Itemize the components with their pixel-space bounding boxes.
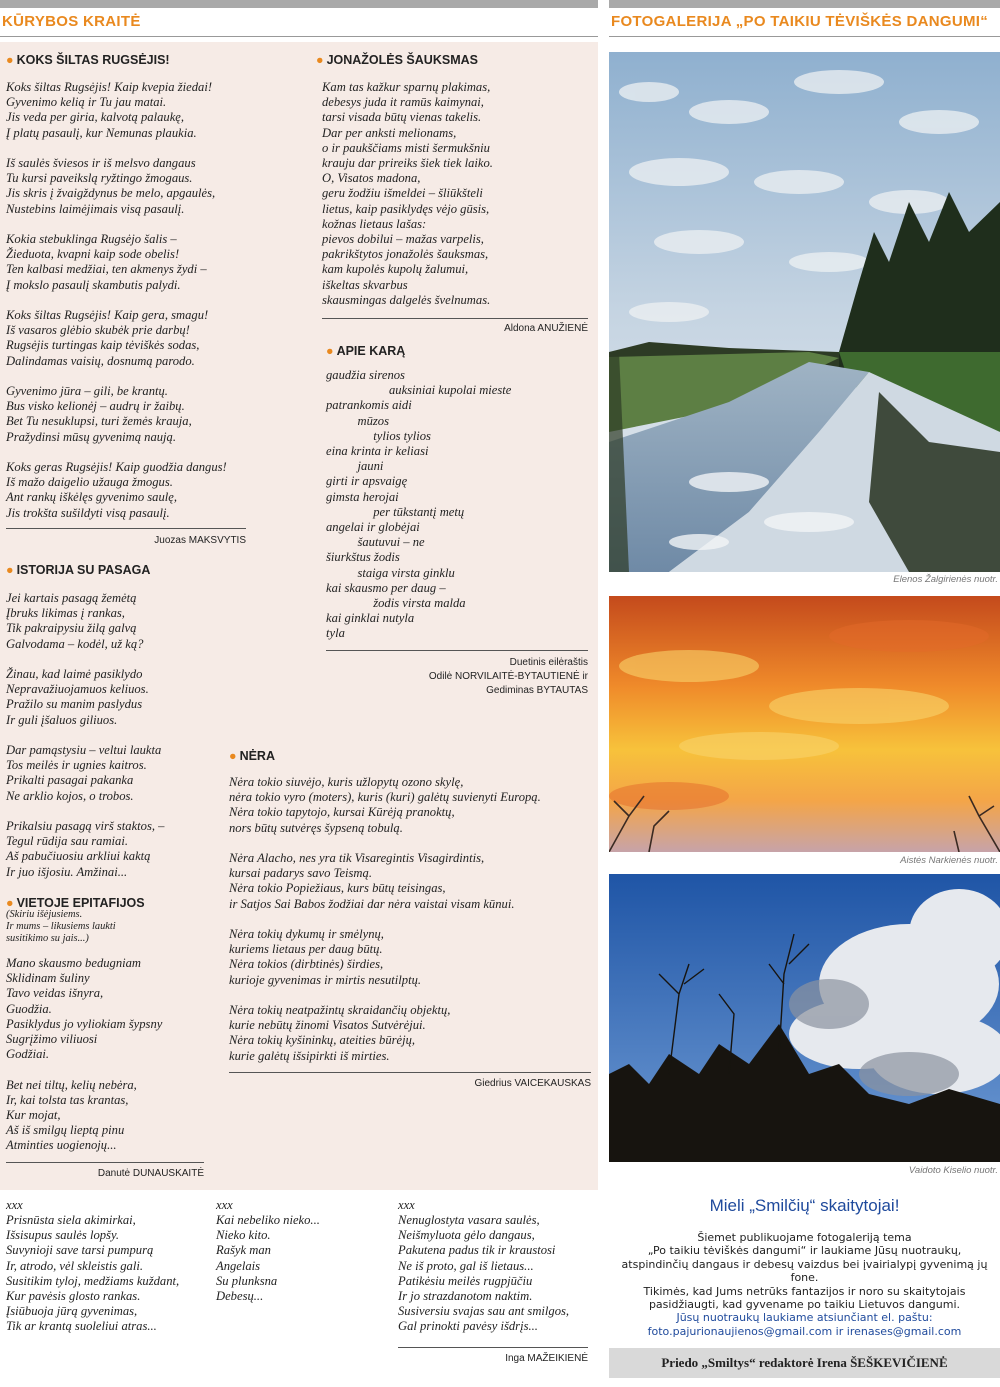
poem-text-xxx2: Kai nebeliko nieko... Nieko kito. Rašyk man Angelais Su plunksna Debesų... — [216, 1213, 320, 1304]
photo-caption-2: Aistės Narkienės nuotr. — [900, 855, 998, 866]
section-rule-left — [0, 36, 598, 37]
readers-info-box — [609, 1178, 1000, 1338]
photo-river-image — [609, 52, 1000, 572]
poem-title-jonazoles-text: JONAŽOLĖS ŠAUKSMAS — [326, 53, 478, 67]
poem-text-xxx1: Prisnūsta siela akimirkai, Išsisupus saulės lopšy. Suvynioji save tarsi pumpurą Ir, atrodo, vėl skleistis gali. Susitikim tyloj, medžiams kuždant, Kur pavėsis glosto rankas. Įsiūbuoja jūrą gyvenimas, Tik ar krantą suoleliui atras... — [6, 1213, 180, 1334]
readers-heading: Mieli „Smilčių“ skaitytojai! — [709, 1196, 900, 1215]
readers-email-text: Jūsų nuotraukų laukiame atsiunčiant el. paštu: foto.pajurionaujienos@gmail.com ir irenases@gmail.com — [647, 1311, 962, 1338]
poem-title-istorija-text: ISTORIJA SU PASAGA — [16, 563, 151, 577]
author-rule — [6, 1162, 204, 1163]
editor-footer: Priedo „Smiltys“ redaktorė Irena ŠEŠKEVIČIENĖ — [609, 1348, 1000, 1378]
top-bar-right — [609, 0, 1000, 8]
bullet-icon: ● — [6, 896, 14, 910]
section-title-fotogalerija: FOTOGALERIJA „PO TAIKIU TĖVIŠKĖS DANGUMI“ — [611, 13, 989, 30]
author-mazeikiene: Inga MAŽEIKIENĖ — [505, 1353, 588, 1364]
photo-caption-3: Vaidoto Kiselio nuotr. — [908, 1165, 998, 1176]
author-vaicekauskas: Giedrius VAICEKAUSKAS — [474, 1078, 591, 1089]
poem-title-koks-text: KOKS ŠILTAS RUGSĖJIS! — [16, 53, 170, 67]
bullet-icon: ● — [6, 563, 14, 577]
photo-caption-1: Elenos Žalgirienės nuotr. — [893, 574, 998, 585]
poem-title-apie-text: APIE KARĄ — [336, 344, 406, 358]
poem-text-jonazoles: Kam tas kažkur sparnų plakimas, debesys juda it ramūs kaimynai, tarsi visada būtų vienas takelis. Dar per anksti melionams, o ir paukščiams misti šermukšniu krauju dar prireiks šiek tiek laiko. O, Visatos madona, geru žodžiu išmeldei – šliūkšteli lietus, kaip pasiklydęs vėjo gūsis, kožnas lietaus lašas: pievos dobilui – mažas varpelis, pakrikštytos jonažolės šauksmas, kam kupolės kupolų žalumui, iškeltas skvarbus skausmingas dalgelės švelnumas. — [322, 80, 493, 307]
photo-river — [609, 52, 1000, 572]
photo-clouds-image — [609, 874, 1000, 1162]
poem-text-istorija: Jei kartais pasagą žemėtą Įbruks likimas į rankas, Tik pakraipysiu žilą galvą Galvodama – kodėl, už ką? Žinau, kad laimė pasiklydo Nepravažiuojamuos keliuos. Pražilo su manim paslydus Ir guli įšaluos giliuos. Dar pamąstysiu – veltui laukta Tos meilės ir ugnies kaitros. Prikalti pasagai pakanka Ne arklio kojos, o trobos. Prikalsiu pasagą virš staktos, – Tegul rūdija sau ramiai. Aš pabučiuosiu arkliui kaktą Ir juo išjosiu. Amžinai... — [6, 591, 165, 879]
poem-title-koks — [6, 53, 170, 67]
poem-text-apie: gaudžia sirenos auksiniai kupolai mieste patrankomis aidi mūzos tylios tylios eina krinta ir keliasi jauni girti ir apsvaigę gimsta herojai per tūkstantį metų angelai ir globėjai šautuvui – ne šiurkštus žodis staiga virsta ginklu kai skausmo per daug – žodis virsta malda kai ginklai nutyla tyla — [326, 368, 512, 641]
author-bytautai: Duetinis eilėraštis Odilė NORVILAITĖ-BYTAUTIENĖ ir Gediminas BYTAUTAS — [428, 657, 588, 696]
poem-title-vietoje — [6, 896, 145, 910]
poem-title-xxx2: xxx — [216, 1198, 233, 1212]
author-rule — [322, 318, 588, 319]
bullet-icon: ● — [6, 53, 14, 67]
author-rule — [398, 1347, 588, 1348]
photo-sunset — [609, 596, 1000, 852]
section-rule-right — [609, 36, 1000, 37]
photo-sunset-image — [609, 596, 1000, 852]
poem-title-istorija — [6, 563, 150, 577]
author-rule — [326, 650, 588, 651]
author-dunauskaite: Danutė DUNAUSKAITĖ — [97, 1168, 204, 1179]
author-anuziene: Aldona ANUŽIENĖ — [504, 323, 588, 334]
poem-text-vietoje: Mano skausmo bedugniam Sklidinam šuliny Tavo veidas išnyra, Guodžia. Pasiklydus jo vyliokiam šypsny Sugrįžimo viliuosi Godžiai. Bet nei tiltų, kelių nebėra, Ir, kai tolsta tas krantas, Kur mojat, Aš iš smilgų lieptą pinu Atminties uogienojų... — [6, 956, 163, 1153]
photo-clouds — [609, 874, 1000, 1162]
poem-title-vietoje-text: VIETOJE EPITAFIJOS — [16, 896, 145, 910]
bullet-icon: ● — [316, 53, 324, 67]
author-maksvytis: Juozas MAKSVYTIS — [154, 535, 246, 546]
poem-title-xxx1: xxx — [6, 1198, 23, 1212]
poem-title-apie — [326, 344, 405, 358]
poem-text-nera: Nėra tokio siuvėjo, kuris užlopytų ozono skylę, nėra tokio vyro (moters), kuris (kuri) galėtų suvienyti Europą. Nėra tokio tapytojo, kursai Kūrėją pranoktų, nors būtų sutvėręs šypseną tobulą. Nėra Alacho, nes yra tik Visaregintis Visagirdintis, kursai padarys savo Teismą. Nėra tokio Popiežiaus, kurs būtų teisingas, ir Satjos Sai Babos žodžiai dar nėra vaistai visam kūnui. Nėra tokių dykumų ir smėlynų, kuriems lietaus per daug būtų. Nėra tokios (dirbtinės) širdies, kurioje gyvenimas ir mirtis nesutilptų. Nėra tokių neatpažintų skraidančių objektų, kurie nebūtų žinomi Visatos Sutvėrėjui. Nėra tokių kyšininkų, ateities būrėjų, kurie galėtų išsipirkti iš mirties. — [229, 775, 541, 1063]
readers-paragraph — [609, 1231, 1000, 1338]
poem-title-xxx3: xxx — [398, 1198, 415, 1212]
top-bar-left — [0, 0, 598, 8]
poem-text-koks: Koks šiltas Rugsėjis! Kaip kvepia žiedai! Gyvenimo kelią ir Tu jau matai. Jis veda per giria, kalvotą palaukę, Į platų pasaulį, kur Nemunas plaukia. Iš saulės šviesos ir iš melsvo dangaus Tu kursi paveikslą ryžtingo žmogaus. Jis skris į žvaigždynus be melo, apgaulės, Nustebins laimėjimais visą pasaulį. Kokia stebuklinga Rugsėjo šalis – Žieduota, kvapni kaip sode obelis! Ten kalbasi medžiai, ten akmenys žydi – Į mokslo pasaulį skambutis palydi. Koks šiltas Rugsėjis! Kaip gera, smagu! Iš vasaros glėbio skubėk prie darbų! Rugsėjis turtingas kaip tėviškės sodas, Dalindamas vaisių, dosnumą parodo. Gyvenimo jūra – gili, be krantų. Bus visko kelionėj – audrų ir žaibų. Bet Tu nesuklupsi, turi žemės krauja, Pražydinsi mūsų gyvenimą naują. Koks geras Rugsėjis! Kaip guodžia dangus! Iš mažo daigelio užauga žmogus. Ant rankų iškėlęs gyvenimo saulę, Jis trokšta sušildyti visą pasaulį. — [6, 80, 227, 520]
poem-title-nera — [229, 749, 275, 763]
poem-note-vietoje: (Skiriu išėjusiems. Ir mums – likusiems laukti susitikimo su jais...) — [6, 909, 116, 944]
section-title-kurybos: KŪRYBOS KRAITĖ — [2, 13, 141, 30]
author-rule — [6, 528, 246, 529]
bullet-icon: ● — [326, 344, 334, 358]
readers-paragraph-text: Šiemet publikuojame fotogaleriją tema „Po taikiu tėviškės dangumi“ ir laukiame Jūsų nuotraukų, atspindinčių dangaus ir debesų vaizdus bei įvairialypį gyvenimą jų fone. Tikimės, kad Jums netrūks fantazijos ir noro su skaitytojais pasidžiaugti, kad gyvename po taikiu Lietuvos dangumi. — [621, 1231, 988, 1312]
author-rule — [229, 1072, 591, 1073]
bullet-icon: ● — [229, 749, 237, 763]
poem-title-nera-text: NĖRA — [239, 749, 275, 763]
poem-title-jonazoles — [316, 53, 478, 67]
poem-text-xxx3: Nenuglostyta vasara saulės, Neišmyluota gėlo dangaus, Pakutena padus tik ir kraustosi Ne iš proto, gal iš lietaus... Patikėsiu meilės rugpjūčiu Ir jo strazdanotom naktim. Susiversiu svajas sau ant smilgos, Gal prinokti pavėsy išdrįs... — [398, 1213, 570, 1334]
